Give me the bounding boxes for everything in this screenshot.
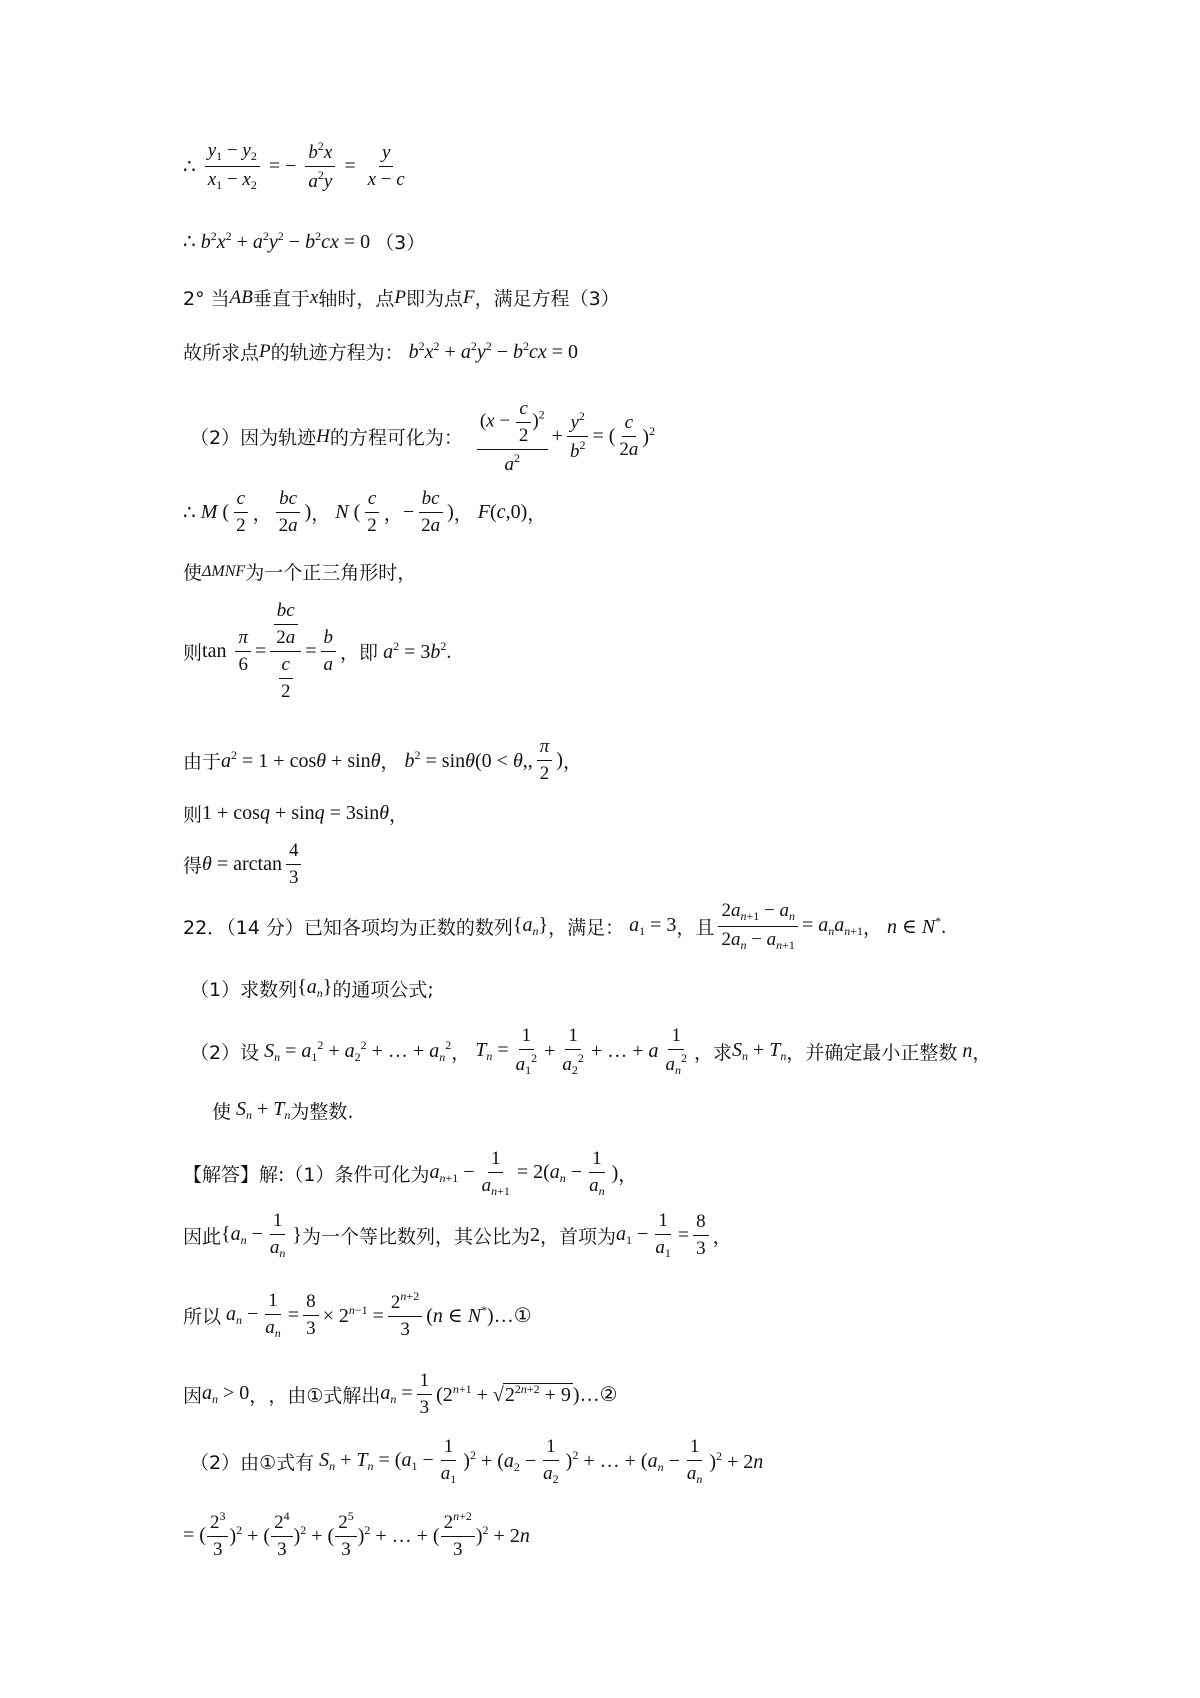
equation-line-11: 得 θ = arctan $\frac{4}{3}$ xyxy=(183,840,305,889)
problem-22-part-1: （1）求数列 $\{a_n\}$ 的通项公式; xyxy=(190,976,434,1001)
equation-line-6: ∴ M ( $\frac{c}{2}$ ， $\frac{bc}{2a}$ ) ， N ( $\frac{c}{2}$ ， − $\frac{bc}{2a}$ ) ， F(c,0) ， xyxy=(183,488,547,536)
problem-22-part-2-cont: 使 $S_n + T_n$ 为整数. xyxy=(212,1098,354,1123)
text-line-4: 故所求点 P 的轨迹方程为： $b^2x^2 + a^2y^2 - b^2cx = 0$ xyxy=(183,339,579,364)
solution-line-5: （2）由①式有 $S_n + T_n = (a_1$ − $\frac{1}{a_1}$ )$^2 + (a_2$ − $\frac{1}{a_2}$ )$^2$ + … + ($a_n$ − $\frac{1}{a_n}$ )$^2$ + 2n xyxy=(190,1436,764,1486)
text-line-7: 使 ΔMNF 为一个正三角形时， xyxy=(183,562,417,584)
problem-22-statement: 22．（14 分）已知各项均为正数的数列 $\{a_n\}$ ，满足： $a_1 = 3$ ，且 $\frac{2a_{n+1} - a_n}{2a_n - a_{n+1}}$ = $a_na_{n+1}$ ， n ∈ N*. xyxy=(183,900,947,952)
equation-line-8: 则 tan $\frac{\pi}{6}$ = $\frac{\frac{bc}{2a}}{\frac{c}{2}}$ = $\frac{b}{a}$ ，即 $a^2 = 3b^2$. xyxy=(183,600,452,702)
solution-line-6: = ( $\frac{2^3}{3}$ )$^2$ + ( $\frac{2^4}{3}$ )$^2$ + ( $\frac{2^5}{3}$ )$^2$ + … + ( $\frac{2^{n+2}}{3}$ )$^2$ + 2n xyxy=(183,1509,530,1560)
solution-line-3: 所以 $a_n$ − $\frac{1}{a_n}$ = $\frac{8}{3}$ × $2^{n-1}$ = $\frac{2^{n+2}}{3}$ (n ∈ N*)…① xyxy=(183,1289,532,1340)
solution-line-2: 因此 {$a_n$ − $\frac{1}{a_n}$ } 为一个等比数列，其公比为 2 ，首项为 $a_1$ − $\frac{1}{a_1}$ = $\frac{8}{3}$ ， xyxy=(183,1210,732,1260)
equation-line-2: ∴ $b^2x^2 + a^2y^2 - b^2cx = 0$ （3） xyxy=(183,229,426,254)
equation-line-10: 则 1 + cosq + sinq = 3sinθ ， xyxy=(183,802,409,826)
equation-line-9: 由于 $a^2 = 1 + \cos\theta + \sin\theta$ ， $b^2 = \sin\theta(0 < \theta$,, $\frac{\pi}{2}$ ) ， xyxy=(183,736,582,784)
solution-line-1: 【解答】解:（1）条件可化为 $a_{n+1}$ − $\frac{1}{a_{n+1}}$ = $2(a_n$ − $\frac{1}{a_n}$ ) ， xyxy=(183,1148,638,1198)
problem-22-part-2: （2）设 $S_n = a_1^2 + a_2^2$ + … + $a_n^2$ ， $T_n$ = $\frac{1}{a_1^2}$ + $\frac{1}{a_2^2}$ + … + a $\frac{1}{a_n^2}$ ，求 $S_n + T_n$ ，并确定最小正整数 n ， xyxy=(190,1025,992,1077)
solution-line-4: 因 $a_n > 0$ ， ，由①式解出 $a_n$ = $\frac{1}{3}$ ($2^{n+1} + √2^{2n+2} + 9$ )…② xyxy=(183,1370,618,1418)
text-line-5: （2）因为轨迹 H 的方程可化为： (x − $\frac{c}{2}$ )$^2$ $a^2$ + $\frac{y^2}{b^2}$ = ( $\frac{c}{2a}$ )$^2$ xyxy=(190,398,656,475)
equation-line-1: ∴ $\frac{y_1 - y_2}{x_1 - x_2}$ = − $\frac{b^2x}{a^2y}$ = $\frac{y}{x - c}$ xyxy=(183,139,405,192)
text-line-3: 2° 当 AB 垂直于 x 轴时，点 P 即为点 F ，满足方程（3） xyxy=(183,286,620,310)
